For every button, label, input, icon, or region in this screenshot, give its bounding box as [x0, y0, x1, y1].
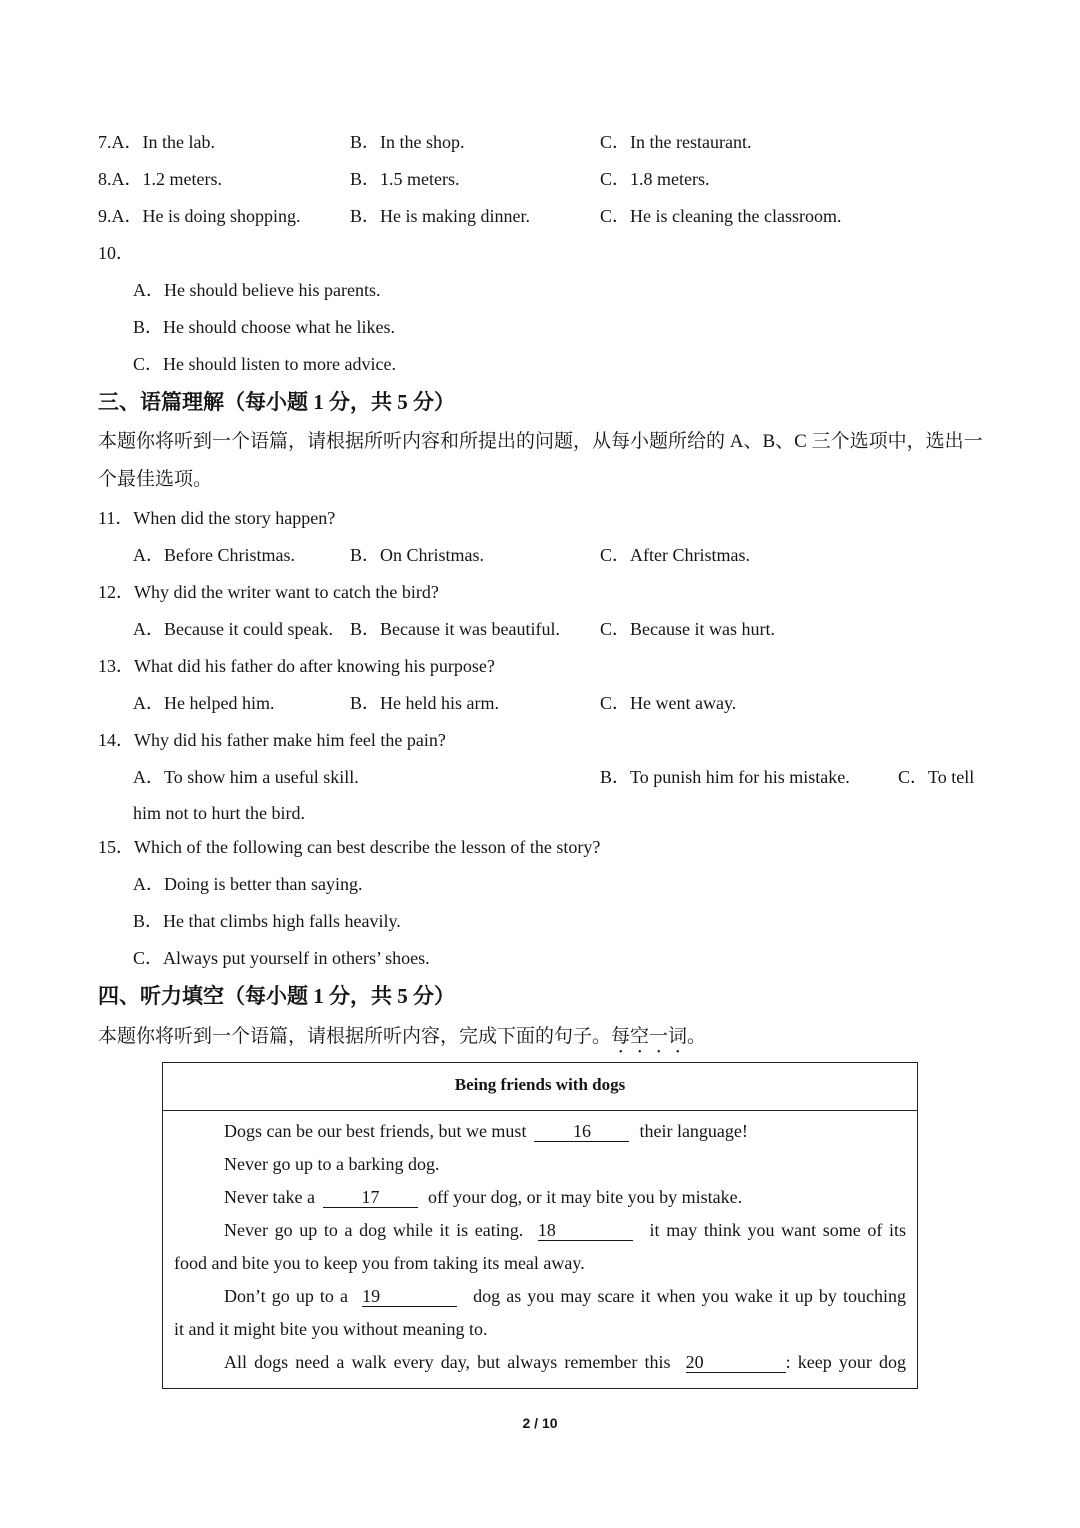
- question-8-option-a: 8.A．1.2 meters.: [98, 169, 222, 189]
- section-4-title: 四、听力填空（每小题 1 分，共 5 分）: [98, 984, 455, 1008]
- question-10-option-a-row: [0, 272, 1080, 308]
- question-15-row: [0, 829, 1080, 865]
- question-12-option-c: C．Because it was hurt.: [600, 619, 775, 639]
- cloze-line-4: [174, 1214, 906, 1247]
- cloze-line-6-before: Don’t go up to a: [224, 1286, 348, 1306]
- question-11-option-a: A．Before Christmas.: [133, 545, 295, 565]
- question-11-option-b: B．On Christmas.: [350, 545, 485, 565]
- question-9-option-b: B．He is making dinner.: [350, 206, 530, 226]
- cloze-table-title: Being friends with dogs: [163, 1063, 917, 1111]
- question-7-option-a: 7.A．In the lab.: [98, 132, 215, 152]
- question-14-option-c-continuation: him not to hurt the bird.: [133, 803, 305, 823]
- question-7-row: [0, 124, 1080, 160]
- question-12-stem: 12．Why did the writer want to catch the bird?: [98, 582, 439, 602]
- question-15-option-b-row: [0, 903, 1080, 939]
- question-14-option-b: B．To punish him for his mistake.: [600, 767, 850, 787]
- question-8-option-b: B．1.5 meters.: [350, 169, 460, 189]
- cloze-line-6-after: dog as you may scare it when you wake it up by touching: [473, 1286, 906, 1306]
- question-14-option-a: A．To show him a useful skill.: [133, 767, 359, 787]
- question-7-option-b: B．In the shop.: [350, 132, 465, 152]
- question-10-option-b-row: [0, 309, 1080, 345]
- blank-16: 16: [534, 1121, 629, 1142]
- question-11-stem: 11．When did the story happen?: [98, 508, 336, 528]
- question-10-number: 10．: [98, 243, 134, 263]
- section-3-instructions-text-1: 本题你将听到一个语篇，请根据所听内容和所提出的问题，从每小题所给的 A、B、C 三个选项中，选出一: [98, 431, 983, 452]
- cloze-line-5-text: food and bite you to keep you from taking its meal away.: [174, 1253, 585, 1273]
- question-13-option-c: C．He went away.: [600, 693, 737, 713]
- question-15-stem: 15．Which of the following can best describe the lesson of the story?: [98, 837, 601, 857]
- question-14-option-c-continuation-row: [0, 795, 1080, 831]
- cloze-line-6: [174, 1280, 906, 1313]
- question-10-option-b: B．He should choose what he likes.: [133, 317, 395, 337]
- cloze-line-1-before: Dogs can be our best friends, but we must: [224, 1121, 527, 1141]
- section-4-instructions-end: 。: [687, 1026, 707, 1047]
- blank-17: 17: [323, 1187, 418, 1208]
- blank-19: 19: [362, 1286, 457, 1307]
- cloze-line-7: [174, 1313, 906, 1346]
- cloze-line-2-text: Never go up to a barking dog.: [224, 1154, 440, 1174]
- question-13-row: [0, 648, 1080, 684]
- section-3-title: 三、语篇理解（每小题 1 分，共 5 分）: [98, 390, 455, 414]
- question-11-option-c: C．After Christmas.: [600, 545, 750, 565]
- cloze-line-4-before: Never go up to a dog while it is eating.: [224, 1220, 524, 1240]
- question-15-option-a-row: [0, 866, 1080, 902]
- question-11-row: [0, 500, 1080, 536]
- question-14-stem: 14．Why did his father make him feel the pain?: [98, 730, 446, 750]
- cloze-line-3-after: off your dog, or it may bite you by mistake.: [427, 1187, 743, 1207]
- cloze-line-8-before: All dogs need a walk every day, but always remember this: [224, 1352, 671, 1372]
- question-9-option-a: 9.A．He is doing shopping.: [98, 206, 301, 226]
- question-12-row: [0, 574, 1080, 610]
- question-8-option-c: C．1.8 meters.: [600, 169, 710, 189]
- cloze-line-3-before: Never take a: [224, 1187, 315, 1207]
- cloze-line-8: [174, 1346, 906, 1379]
- question-12-option-a: A．Because it could speak.: [133, 619, 333, 639]
- section-3-instructions-text-2: 个最佳选项。: [98, 469, 213, 490]
- question-12-option-b: B．Because it was beautiful.: [350, 619, 560, 639]
- cloze-table: [162, 1062, 918, 1389]
- question-10-row: [0, 235, 1080, 271]
- question-10-option-a: A．He should believe his parents.: [133, 280, 381, 300]
- cloze-line-4-after: it may think you want some of its: [649, 1220, 906, 1240]
- section-4-instructions-emphasis: 每空一词: [611, 1026, 688, 1047]
- question-15-option-c: C．Always put yourself in others’ shoes.: [133, 948, 430, 968]
- question-10-option-c: C．He should listen to more advice.: [133, 354, 396, 374]
- question-14-row: [0, 722, 1080, 758]
- question-7-option-c: C．In the restaurant.: [600, 132, 752, 152]
- section-4-instructions-text: 本题你将听到一个语篇，请根据所听内容，完成下面的句子。: [98, 1026, 612, 1047]
- cloze-line-5: [174, 1247, 906, 1280]
- section-3-instructions-line-2: [0, 462, 1080, 498]
- section-4-heading-row: [0, 978, 1080, 1014]
- section-3-instructions-line-1: [0, 424, 1080, 460]
- cloze-table-body: [163, 1111, 917, 1379]
- cloze-line-1: [174, 1115, 906, 1148]
- question-9-option-c: C．He is cleaning the classroom.: [600, 206, 842, 226]
- page-number: 2 / 10: [522, 1415, 558, 1431]
- question-14-option-c: C．To tell: [898, 767, 975, 787]
- question-12-options-row: [0, 611, 1080, 647]
- question-9-row: [0, 198, 1080, 234]
- question-13-options-row: [0, 685, 1080, 721]
- section-4-instructions-line: [0, 1019, 1080, 1055]
- blank-18: 18: [538, 1220, 633, 1241]
- cloze-line-7-text: it and it might bite you without meaning to.: [174, 1319, 488, 1339]
- cloze-line-2: [174, 1148, 906, 1181]
- blank-20: 20: [686, 1352, 786, 1373]
- cloze-line-8-after: : keep your dog: [785, 1352, 906, 1372]
- question-15-option-c-row: [0, 940, 1080, 976]
- question-15-option-a: A．Doing is better than saying.: [133, 874, 363, 894]
- question-8-row: [0, 161, 1080, 197]
- question-13-option-a: A．He helped him.: [133, 693, 275, 713]
- question-14-options-row: [0, 759, 1080, 795]
- question-15-option-b: B．He that climbs high falls heavily.: [133, 911, 401, 931]
- question-13-option-b: B．He held his arm.: [350, 693, 499, 713]
- section-3-heading-row: [0, 384, 1080, 420]
- cloze-line-1-after: their language!: [639, 1121, 748, 1141]
- question-13-stem: 13．What did his father do after knowing his purpose?: [98, 656, 495, 676]
- cloze-line-3: [174, 1181, 906, 1214]
- question-11-options-row: [0, 537, 1080, 573]
- question-10-option-c-row: [0, 346, 1080, 382]
- section-4-instructions: [98, 1019, 706, 1058]
